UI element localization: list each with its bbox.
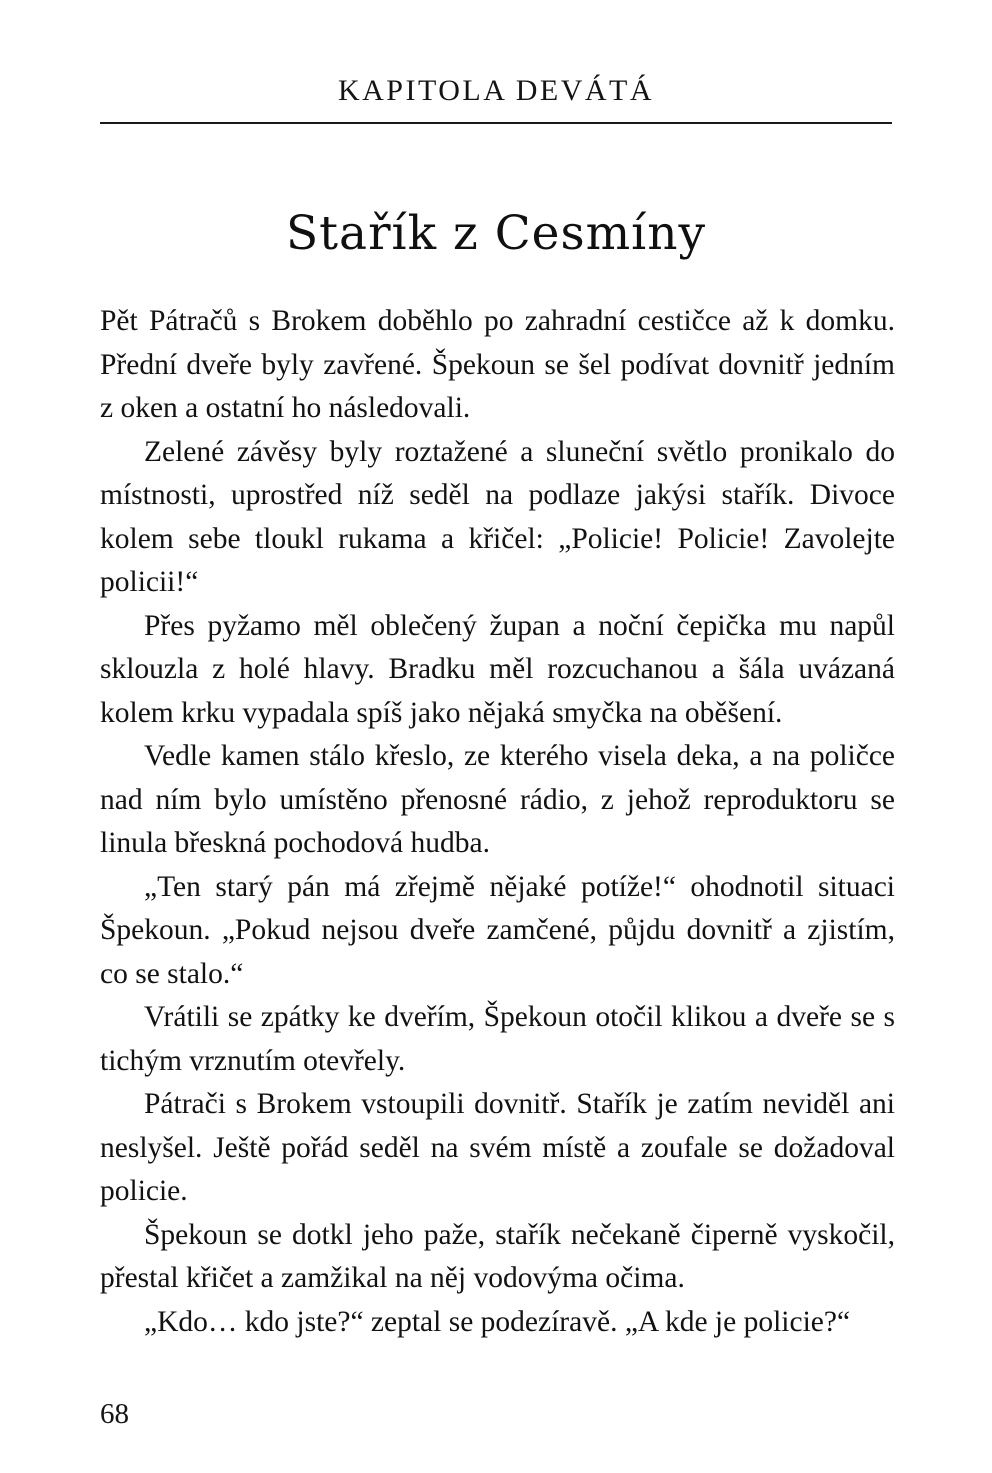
paragraph: Vedle kamen stálo křeslo, ze kterého visela deka, a na poličce nad ním bylo umístěno přenosné rádio, z jehož reproduktoru se linula břeskná pochodová hudba. — [100, 740, 895, 859]
chapter-running-head — [100, 74, 892, 107]
paragraph: „Kdo… kdo jste?“ zeptal se podezíravě. „A kde je policie?“ — [144, 1305, 851, 1338]
running-title: KAPITOLA DEVÁTÁ — [337, 74, 655, 107]
paragraph: Vrátili se zpátky ke dveřím, Špekoun otočil klikou a dveře se s tichým vrznutím otevřely. — [100, 1001, 895, 1077]
paragraph: Pět Pátračů s Brokem doběhlo po zahradní cestičce až k domku. Přední dveře byly zavřené. Špekoun se šel podívat dovnitř jedním z oken a ostatní ho následovali. — [100, 305, 895, 424]
header-divider-rule — [100, 122, 892, 124]
page-number: 68 — [100, 1398, 129, 1430]
paragraph: Špekoun se dotkl jeho paže, stařík nečekaně čiperně vyskočil, přestal křičet a zamžikal na něj vodovýma očima. — [100, 1218, 895, 1294]
chapter-title: Stařík z Cesmíny — [285, 206, 707, 262]
paragraph: Zelené závěsy byly roztažené a sluneční světlo pronikalo do místnosti, uprostřed níž seděl na podlaze jakýsi stařík. Divoce kolem sebe tloukl rukama a křičel: „Policie! Policie! Zavolejte policii!“ — [100, 435, 895, 598]
paragraph: Pátrači s Brokem vstoupili dovnitř. Stařík je zatím neviděl ani neslyšel. Ještě pořád seděl na svém místě a zoufale se dožadoval policie. — [100, 1088, 895, 1207]
paragraph: Přes pyžamo měl oblečený župan a noční čepička mu napůl sklouzla z holé hlavy. Bradku měl rozcuchanou a šála uvázaná kolem krku vypadala spíš jako nějaká smyčka na oběšení. — [100, 609, 895, 729]
paragraph: „Ten starý pán má zřejmě nějaké potíže!“ ohodnotil situaci Špekoun. „Pokud nejsou dveře zamčené, půjdu dovnitř a zjistím, co se stalo.“ — [100, 870, 895, 990]
body-text — [100, 300, 895, 1344]
